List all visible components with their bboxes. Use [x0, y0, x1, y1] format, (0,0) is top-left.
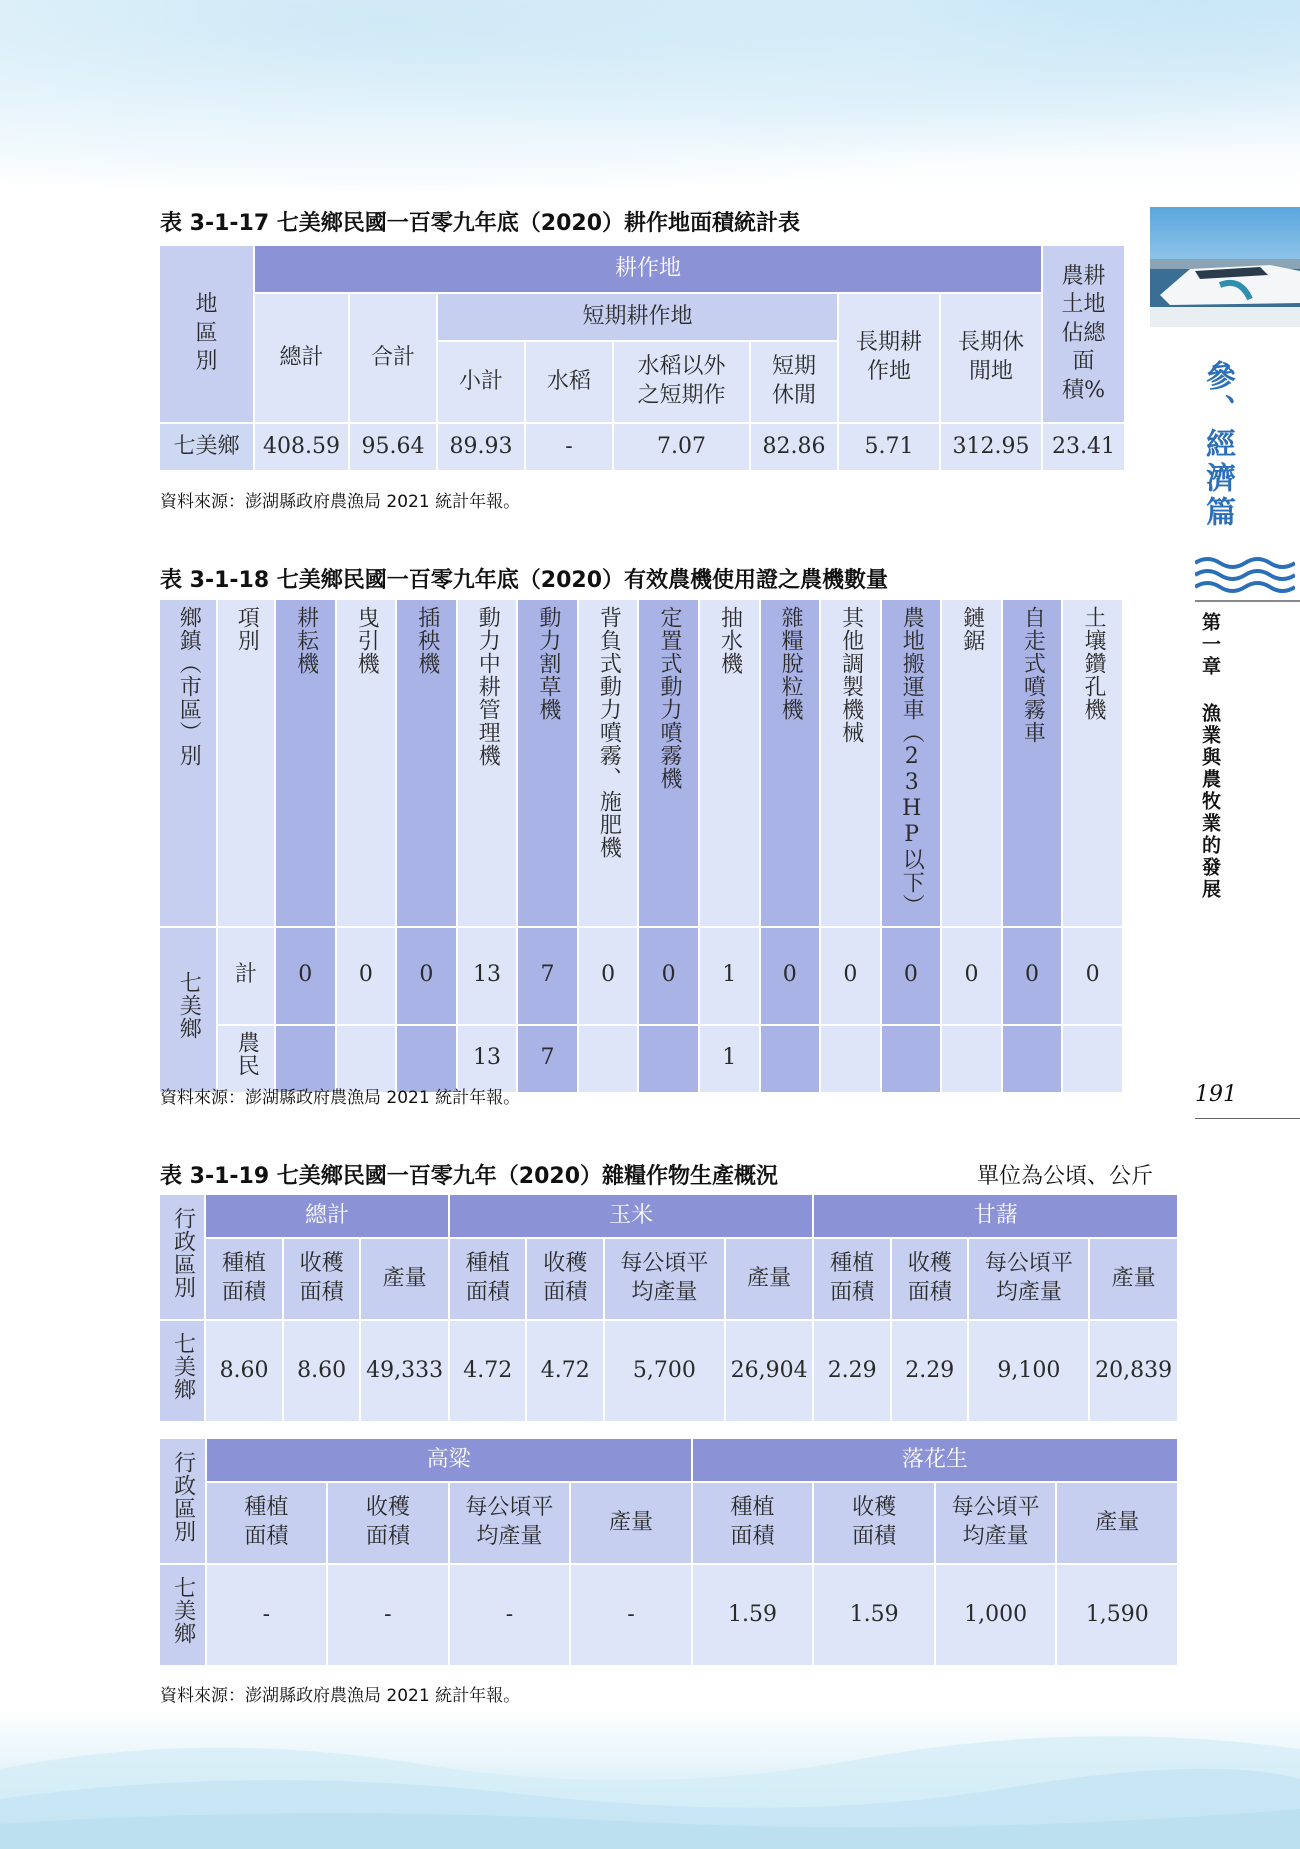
- table19-harvest-header: 收穫面積: [527, 1239, 603, 1319]
- table18-total-cell: 0: [397, 928, 456, 1024]
- table18-col-header: 動力中耕管理機: [458, 600, 517, 926]
- table18-farmer-cell: [942, 1026, 1001, 1092]
- table18-total-cell: 0: [337, 928, 396, 1024]
- table17-short-header: 短期耕作地: [438, 294, 837, 340]
- table18-item-header: 項別: [218, 600, 274, 926]
- table19-plant-header: 種植面積: [450, 1239, 526, 1319]
- table17-sum-header: 合計: [350, 294, 436, 422]
- table18-total-cell: 0: [821, 928, 880, 1024]
- table19-cell: 2.29: [814, 1321, 890, 1421]
- table18-farmer-cell: [882, 1026, 941, 1092]
- table19-unit: 單位為公頃、公斤: [977, 1164, 1154, 1189]
- wave-icon: [1195, 555, 1295, 595]
- table19-cell: 4.72: [450, 1321, 526, 1421]
- ferry-photo: [1150, 207, 1300, 327]
- table17-cell-total: 408.59: [255, 424, 348, 470]
- table19-group-sweetpotato: 甘藷: [814, 1195, 1177, 1237]
- table19-yield-header: 產量: [726, 1239, 813, 1319]
- table17-caption: 表 3-1-17 七美鄉民國一百零九年底（2020）耕作地面積統計表: [160, 211, 801, 236]
- table18-col-header: 自走式噴霧車: [1003, 600, 1062, 926]
- table19-avg-header: 每公頃平均產量: [936, 1483, 1056, 1563]
- table19-cell: -: [207, 1565, 327, 1665]
- table18-total-cell: 7: [518, 928, 577, 1024]
- table18-total-label: 計: [218, 928, 274, 1024]
- table18-total-cell: 0: [579, 928, 638, 1024]
- table17-cultivated-header: 耕作地: [255, 246, 1041, 292]
- bottom-wave-background: [0, 1709, 1300, 1849]
- table19-cell: 2.29: [892, 1321, 968, 1421]
- table19-yield-header: 產量: [1057, 1483, 1177, 1563]
- table18-total-cell: 0: [942, 928, 1001, 1024]
- table18-total-cell: 0: [1063, 928, 1122, 1024]
- table19-group-peanut: 落花生: [693, 1439, 1177, 1481]
- table17-cell-subtotal: 89.93: [438, 424, 524, 470]
- table18-col-header: 插秧機: [397, 600, 456, 926]
- table18-farmer-cell: [1063, 1026, 1122, 1092]
- table19-harvest-header: 收穫面積: [328, 1483, 448, 1563]
- table19-plant-header: 種植面積: [206, 1239, 282, 1319]
- table17-long-fallow-header: 長期休閒地: [941, 294, 1041, 422]
- table17-short-fallow-header: 短期休閒: [751, 342, 837, 422]
- table17-row-region: 七美鄉: [160, 424, 253, 470]
- table18-col-header: 抽水機: [700, 600, 759, 926]
- table19-region-cell-a: 七美鄉: [160, 1321, 204, 1421]
- table19-cell: 20,839: [1090, 1321, 1177, 1421]
- table18-col-header: 背負式動力噴霧、施肥機: [579, 600, 638, 926]
- table18-farmer-cell: 13: [458, 1026, 517, 1092]
- table17-cultivated-land: [158, 244, 1126, 472]
- table18-farmer-cell: 1: [700, 1026, 759, 1092]
- table18-col-header: 農地搬運車（23HP以下）: [882, 600, 941, 926]
- sidebar-divider: [1195, 600, 1300, 602]
- table18-col-header: 土壤鑽孔機: [1063, 600, 1122, 926]
- table19-avg-header: 每公頃平均產量: [969, 1239, 1088, 1319]
- table17-ratio-header: 農耕土地佔總面積%: [1043, 246, 1124, 422]
- table19-cell: 1.59: [693, 1565, 813, 1665]
- page-number: 191: [1195, 1082, 1237, 1107]
- table18-total-cell: 0: [1003, 928, 1062, 1024]
- table19-region-cell-b: 七美鄉: [160, 1565, 205, 1665]
- table17-cell-nonpaddy: 7.07: [614, 424, 749, 470]
- table18-farmer-cell: [397, 1026, 456, 1092]
- section-title: 參、經濟篇: [1200, 360, 1235, 530]
- table18-farmer-cell: [1003, 1026, 1062, 1092]
- table19-region-header-b: 行政區別: [160, 1439, 205, 1563]
- table19-cell: 26,904: [726, 1321, 813, 1421]
- table18-total-cell: 0: [276, 928, 335, 1024]
- table19-plant-header: 種植面積: [207, 1483, 327, 1563]
- table19-plant-header: 種植面積: [693, 1483, 813, 1563]
- page-number-rule: [1195, 1118, 1300, 1119]
- table18-farmer-cell: [337, 1026, 396, 1092]
- table19-cell: -: [450, 1565, 570, 1665]
- table17-cell-long: 5.71: [839, 424, 939, 470]
- table19-cell: 8.60: [206, 1321, 282, 1421]
- table17-cell-paddy: -: [526, 424, 612, 470]
- table19-yield-header: 產量: [1090, 1239, 1177, 1319]
- table19-cell: 1,590: [1057, 1565, 1177, 1665]
- table19-cell: 4.72: [527, 1321, 603, 1421]
- table18-farmer-cell: [579, 1026, 638, 1092]
- table18-col-header: 定置式動力噴霧機: [639, 600, 698, 926]
- table17-nonpaddy-header: 水稻以外之短期作: [614, 342, 749, 422]
- table19-group-corn: 玉米: [450, 1195, 812, 1237]
- table17-cell-long-fallow: 312.95: [941, 424, 1041, 470]
- table19-avg-header: 每公頃平均產量: [450, 1483, 570, 1563]
- table18-total-cell: 13: [458, 928, 517, 1024]
- table19-cell: -: [328, 1565, 448, 1665]
- table18-col-header: 曳引機: [337, 600, 396, 926]
- table17-cell-short-fallow: 82.86: [751, 424, 837, 470]
- table18-farmer-cell: [761, 1026, 820, 1092]
- table19-cell: 9,100: [969, 1321, 1088, 1421]
- table18-farmer-cell: 7: [518, 1026, 577, 1092]
- table18-farmer-cell: [276, 1026, 335, 1092]
- table18-col-header: 其他調製機械: [821, 600, 880, 926]
- table19-harvest-header: 收穫面積: [814, 1483, 934, 1563]
- table18-total-cell: 0: [882, 928, 941, 1024]
- table18-caption: 表 3-1-18 七美鄉民國一百零九年底（2020）有效農機使用證之農機數量: [160, 568, 889, 593]
- chapter-title: 第一章 漁業與農牧業的發展: [1199, 612, 1221, 901]
- table18-farmer-label: 農民: [218, 1026, 274, 1092]
- table17-total-header: 總計: [255, 294, 348, 422]
- table19-part1: [158, 1193, 1179, 1423]
- table19-cell: 1,000: [936, 1565, 1056, 1665]
- table18-total-cell: 0: [761, 928, 820, 1024]
- table19-group-total: 總計: [206, 1195, 448, 1237]
- table19-avg-header: 每公頃平均產量: [605, 1239, 724, 1319]
- table18-col-header: 鏈鋸: [942, 600, 1001, 926]
- table19-cell: 1.59: [814, 1565, 934, 1665]
- top-sky-background: [0, 0, 1300, 190]
- table19-caption: 表 3-1-19 七美鄉民國一百零九年（2020）雜糧作物生產概況: [160, 1164, 779, 1189]
- table18-total-cell: 1: [700, 928, 759, 1024]
- table18-col-header: 動力割草機: [518, 600, 577, 926]
- table17-region-header: 地區別: [160, 246, 253, 422]
- table18-source: 資料來源：澎湖縣政府農漁局 2021 統計年報。: [160, 1088, 521, 1108]
- table19-part2: [158, 1437, 1179, 1667]
- table19-cell: 8.60: [284, 1321, 360, 1421]
- table17-long-header: 長期耕作地: [839, 294, 939, 422]
- table17-subtotal-header: 小計: [438, 342, 524, 422]
- table18-region-header: 鄉鎮（市區）別: [160, 600, 216, 926]
- table17-paddy-header: 水稻: [526, 342, 612, 422]
- table18-region-cell: 七美鄉: [160, 928, 216, 1092]
- table18-col-header: 雜糧脫粒機: [761, 600, 820, 926]
- table17-cell-sum: 95.64: [350, 424, 436, 470]
- table19-source: 資料來源：澎湖縣政府農漁局 2021 統計年報。: [160, 1686, 521, 1706]
- table19-cell: -: [571, 1565, 691, 1665]
- table18-total-cell: 0: [639, 928, 698, 1024]
- table18-col-header: 耕耘機: [276, 600, 335, 926]
- table19-group-sorghum: 高粱: [207, 1439, 691, 1481]
- table19-harvest-header: 收穫面積: [284, 1239, 360, 1319]
- table19-plant-header: 種植面積: [814, 1239, 890, 1319]
- table19-harvest-header: 收穫面積: [892, 1239, 968, 1319]
- table17-cell-ratio: 23.41: [1043, 424, 1124, 470]
- table19-cell: 49,333: [361, 1321, 448, 1421]
- table18-farmer-cell: [821, 1026, 880, 1092]
- table18-farmer-cell: [639, 1026, 698, 1092]
- table19-region-header-a: 行政區別: [160, 1195, 204, 1319]
- table18-farm-machinery: [158, 598, 1124, 1094]
- table19-yield-header: 產量: [361, 1239, 448, 1319]
- table19-yield-header: 產量: [571, 1483, 691, 1563]
- table19-cell: 5,700: [605, 1321, 724, 1421]
- table17-source: 資料來源：澎湖縣政府農漁局 2021 統計年報。: [160, 492, 521, 512]
